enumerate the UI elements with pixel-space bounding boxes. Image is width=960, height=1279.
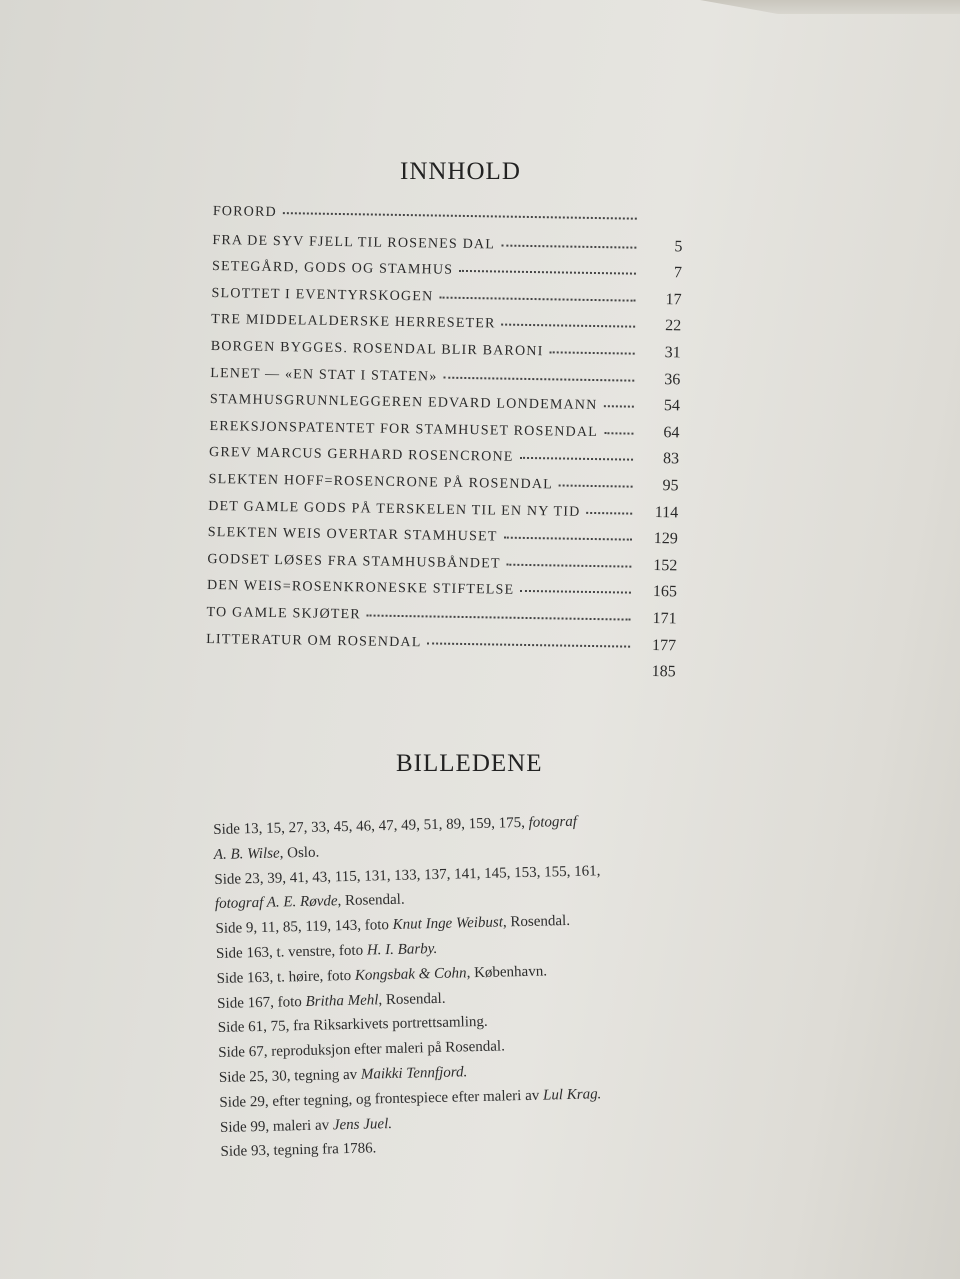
toc-leader-dots [507, 563, 632, 567]
toc-leader-dots [603, 405, 633, 407]
credit-text: Side 61, 75, fra Riksarkivets portrettsamling. [217, 1014, 488, 1037]
toc-entry-page: 114 [654, 503, 679, 521]
pictures-heading: BILLEDENE [396, 750, 543, 777]
toc-entry-title: STAMHUSGRUNNLEGGEREN EDVARD LONDEMANN [209, 392, 598, 414]
toc-leader-dots [428, 642, 631, 647]
toc-entry-page: 17 [665, 290, 682, 309]
toc-leader-dots [443, 376, 634, 381]
toc-entry-page: 177 [651, 636, 677, 654]
credit-text: Side 163, t. høire, foto [216, 967, 356, 987]
toc-leader-dots [367, 614, 631, 620]
toc-leader-dots [520, 590, 631, 594]
toc-entry-page: 64 [663, 423, 680, 442]
credit-text: Side 29, efter tegning, og frontespiece efter maleri av [219, 1087, 544, 1111]
toc-entry-title: FORORD [212, 204, 277, 221]
toc-entry-title: DEN WEIS=ROSENKRONESKE STIFTELSE [206, 578, 515, 599]
toc-leader-dots [503, 537, 631, 541]
toc-entry-page [643, 222, 683, 223]
credit-name: A. B. Wilse [213, 845, 280, 863]
credit-name: fotograf [528, 813, 578, 831]
toc-entry-page: 7 [673, 264, 683, 282]
credit-name: Knut Inge Weibust [392, 914, 504, 934]
toc-leader-dots [502, 324, 636, 328]
toc-entry-title: SETEGÅRD, GODS OG STAMHUS [211, 259, 454, 278]
toc-entry-title: EREKSJONSPATENTET FOR STAMHUSET ROSENDAL [209, 418, 599, 440]
credit-name: Maikki Tennfjord. [360, 1064, 468, 1083]
credit-name: Jens Juel. [332, 1115, 393, 1133]
toc-entry-title: DET GAMLE GODS PÅ TERSKELEN TIL EN NY TID [208, 498, 581, 520]
toc-entry-title: SLEKTEN HOFF=ROSENCRONE PÅ ROSENDAL [208, 471, 554, 493]
credit-text: Side 99, maleri av [219, 1116, 334, 1136]
toc-entry-title: SLOTTET I EVENTYRSKOGEN [211, 285, 434, 305]
credit-suffix: , Rosendal. [502, 913, 571, 931]
toc-entry-title: TO GAMLE SKJØTER [206, 604, 361, 623]
toc-entry-page: 5 [674, 237, 683, 255]
credit-text: Side 167, foto [217, 993, 306, 1012]
credit-text: Side 23, 39, 41, 43, 115, 131, 133, 137, 141, 145, 153, 155, 161, [214, 862, 601, 888]
table-of-contents [205, 204, 682, 690]
credit-text: Side 9, 11, 85, 119, 143, foto [215, 917, 393, 938]
credit-text: Side 163, t. venstre, foto [215, 942, 368, 962]
toc-entry-page: 185 [651, 663, 676, 681]
toc-entry-page: 95 [662, 477, 679, 495]
picture-credits [213, 807, 701, 1165]
credit-text: Side 67, reproduksjon efter maleri på Rosendal. [218, 1038, 506, 1062]
page-corner-edge [700, 0, 960, 14]
toc-leader-dots [520, 457, 634, 461]
credit-name: fotograf A. E. Røvde [214, 893, 338, 913]
toc-leader-dots [501, 244, 636, 248]
toc-entry-page: 54 [663, 397, 681, 415]
toc-entry-page: 129 [653, 530, 678, 548]
credit-name: Britha Mehl [305, 991, 379, 1010]
toc-entry-page: 22 [665, 317, 682, 335]
credit-suffix: , Rosendal. [378, 990, 446, 1008]
credit-suffix: , Oslo. [279, 844, 320, 862]
toc-entry-title: LENET — «EN STAT I STATEN» [210, 365, 438, 385]
credit-name: H. I. Barby. [366, 940, 438, 959]
toc-entry-page: 31 [664, 344, 681, 362]
credit-text: Side 25, 30, tegning av [218, 1066, 362, 1086]
credit-suffix: , Rosendal. [337, 892, 405, 910]
toc-entry-title: SLEKTEN WEIS OVERTAR STAMHUSET [207, 525, 498, 545]
toc-entry-title: TRE MIDDELALDERSKE HERRESETER [211, 312, 496, 332]
toc-entry-title: LITTERATUR OM ROSENDAL [206, 631, 422, 650]
toc-leader-dots [604, 432, 634, 434]
toc-leader-dots [283, 212, 637, 220]
toc-entry-title: BORGEN BYGGES. ROSENDAL BLIR BARONI [210, 338, 544, 360]
toc-entry-title: GODSET LØSES FRA STAMHUSBÅNDET [207, 551, 501, 572]
toc-entry-page: 36 [664, 370, 681, 388]
toc-entry-page: 152 [653, 556, 678, 575]
toc-entry-title: FRA DE SYV FJELL TIL ROSENES DAL [212, 232, 496, 253]
credit-text: Side 13, 15, 27, 33, 45, 46, 47, 49, 51, 89, 159, 175, [213, 814, 529, 838]
toc-leader-dots [439, 296, 635, 301]
credit-name: Kongsbak & Cohn [354, 965, 467, 984]
credit-name: Lul Krag. [542, 1086, 602, 1104]
toc-entry-page: 83 [662, 450, 680, 468]
toc-leader-dots [586, 511, 632, 514]
toc-leader-dots [559, 484, 633, 487]
toc-heading: INNHOLD [400, 158, 521, 185]
toc-leader-dots [459, 270, 636, 275]
toc-leader-dots [549, 351, 634, 354]
credit-text: Side 93, tegning fra 1786. [220, 1140, 377, 1161]
toc-entry-page: 171 [652, 609, 677, 628]
toc-entry-title: GREV MARCUS GERHARD ROSENCRONE [208, 445, 514, 466]
credit-suffix: , København. [466, 963, 548, 982]
toc-entry-page: 165 [652, 583, 678, 601]
